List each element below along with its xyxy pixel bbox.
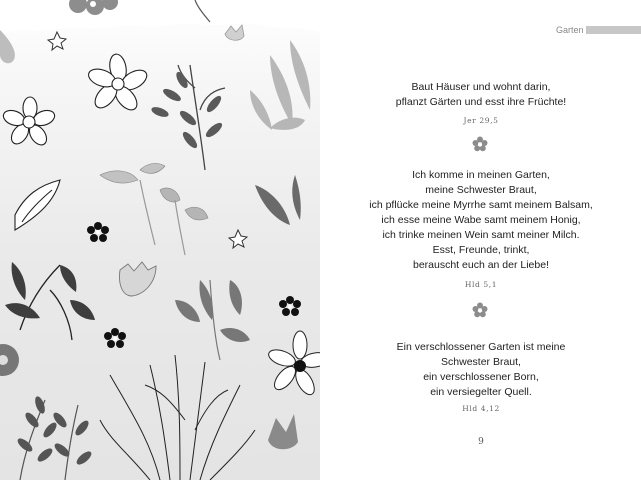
verse-line: pflanzt Gärten und esst ihre Früchte! (395, 96, 567, 108)
running-head-bar (586, 26, 641, 34)
running-head: Garten (556, 25, 584, 35)
verse-line: ich trinke meinen Wein samt meiner Milch. (382, 229, 580, 241)
text-page (321, 0, 641, 480)
verse-line: meine Schwester Braut, (425, 184, 537, 196)
reference-1: Jer 29,5 (463, 116, 499, 125)
flower-ornament-icon (472, 302, 488, 318)
verse-line: Schwester Braut, (441, 356, 521, 368)
verse-line: Esst, Freunde, trinkt, (432, 244, 530, 256)
flower-ornament-icon (472, 136, 488, 152)
verse-line: Baut Häuser und wohnt darin, (411, 81, 551, 93)
verse-line: Ein verschlossener Garten ist meine (396, 341, 566, 353)
reference-2: Hld 5,1 (464, 280, 498, 289)
verse-line: berauscht euch an der Liebe! (412, 259, 549, 271)
verse-line: ich pflücke meine Myrrhe samt meinem Balsam, (369, 199, 593, 211)
verse-line: ich esse meine Wabe samt meinem Honig, (381, 214, 581, 226)
passage-1 (321, 80, 641, 110)
passage-3 (321, 340, 641, 400)
verse-line: Ich komme in meinen Garten, (412, 169, 550, 181)
page-number: 9 (478, 437, 484, 447)
floral-illustration (0, 0, 320, 480)
verse-line: ein verschlossener Born, (423, 371, 539, 383)
passage-2 (321, 168, 641, 273)
verse-line: ein versiegelter Quell. (430, 386, 532, 398)
reference-3: Hld 4,12 (462, 404, 500, 413)
illustration-page (0, 0, 320, 480)
